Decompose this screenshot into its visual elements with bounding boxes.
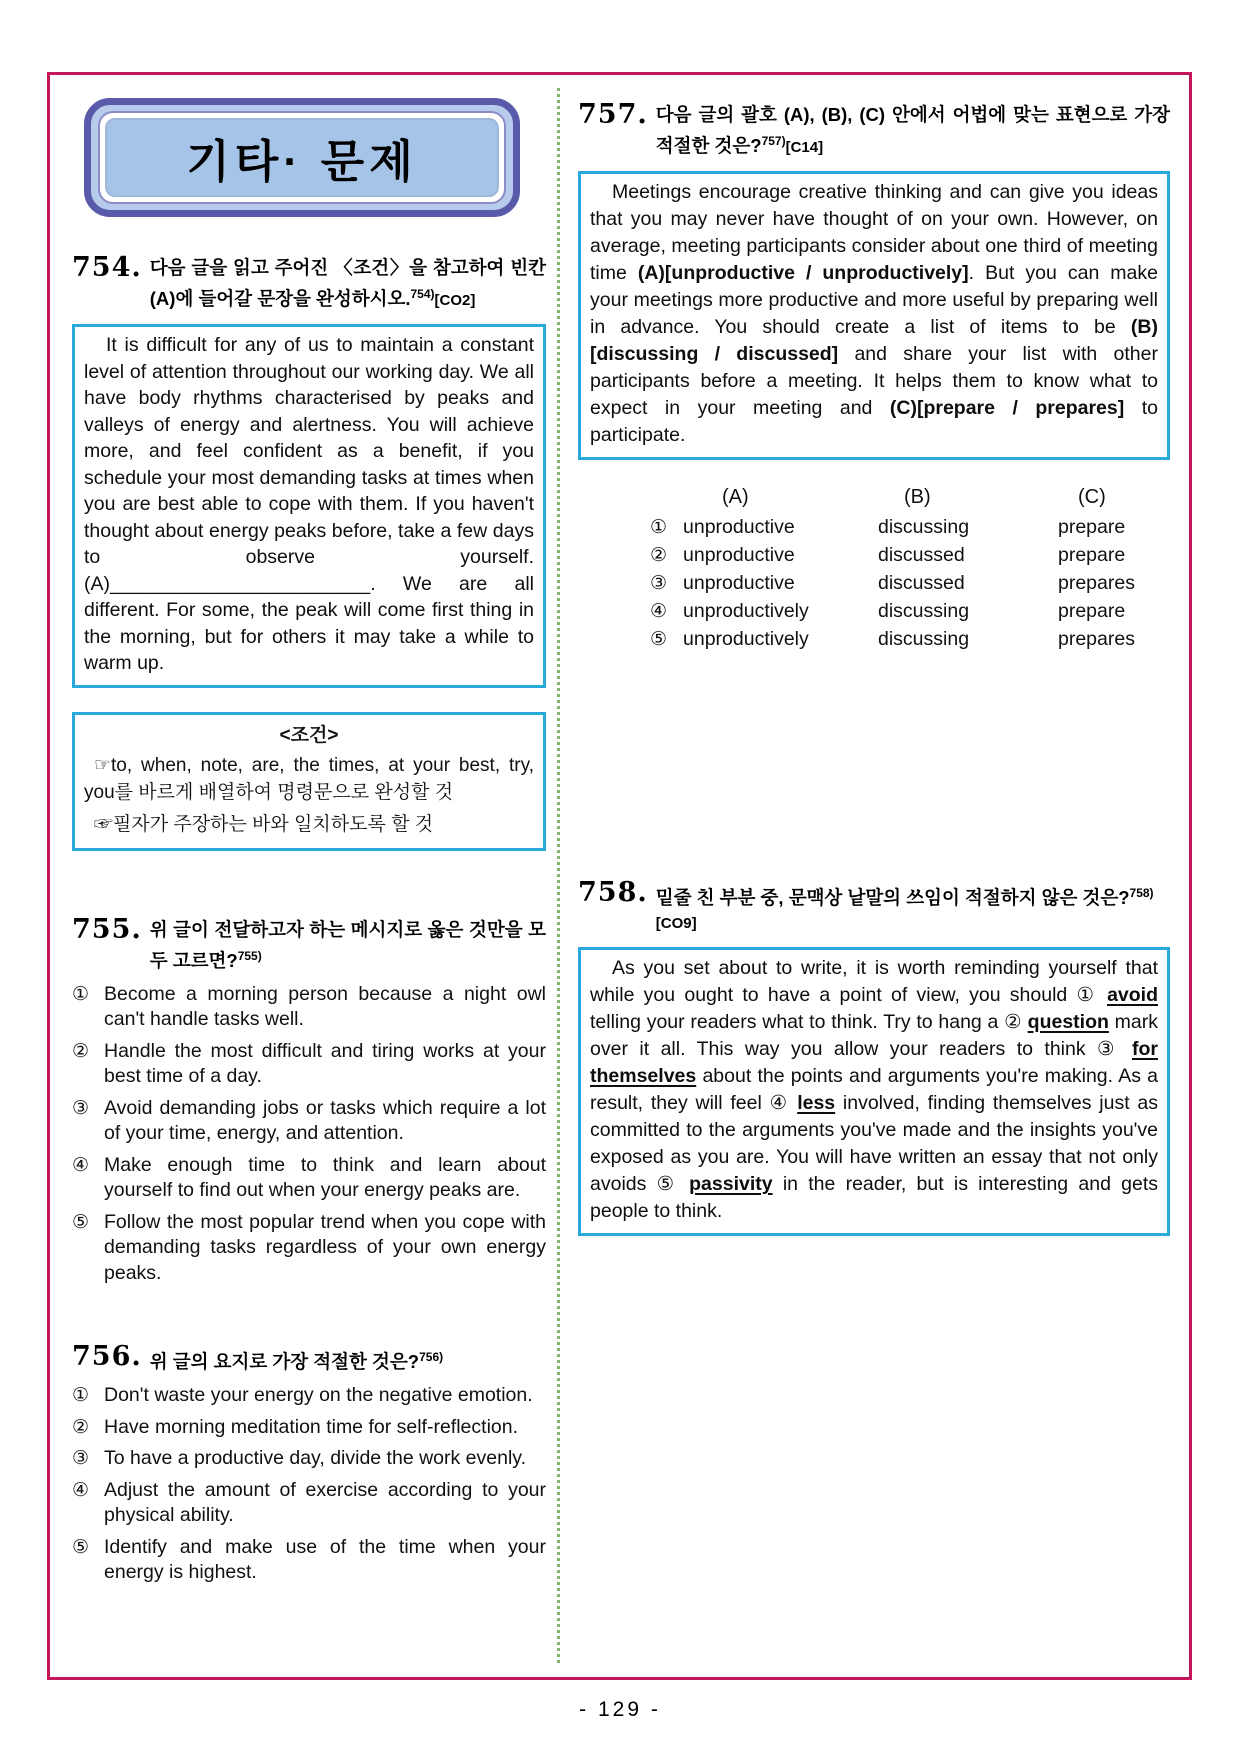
footnote-ref: 757) [761, 134, 786, 148]
option-text: Follow the most popular trend when you cope with demanding tasks regardless of your own energy peaks. [104, 1210, 546, 1284]
option-1 [72, 982, 546, 1033]
cell-c: prepare [1058, 516, 1126, 539]
option-marker: ① [72, 983, 90, 1005]
cell-c: prepares [1058, 572, 1135, 595]
cell-c: prepares [1058, 628, 1135, 651]
column-header-a: (A) [722, 486, 749, 509]
cell-c: prepare [1058, 600, 1126, 623]
condition-box [72, 712, 546, 851]
prompt-text: 위 글이 전달하고자 하는 메시지로 옳은 것만을 모두 고르면? [149, 918, 546, 971]
option-1 [72, 1383, 546, 1409]
prompt-text: 위 글의 요지로 가장 적절한 것은? [149, 1351, 420, 1373]
option-4 [72, 1478, 546, 1529]
source-code: [CO9] [655, 915, 697, 933]
option-3 [72, 1096, 546, 1147]
option-text: Make enough time to think and learn about yourself to find out when your energy peaks are. [104, 1153, 546, 1202]
question-758 [578, 877, 1170, 1236]
table-row [650, 599, 1170, 624]
question-756-prompt-row [72, 1341, 546, 1375]
option-marker: ② [72, 1416, 90, 1438]
question-755 [72, 913, 546, 1287]
question-754 [72, 252, 546, 851]
right-column [578, 72, 1170, 1236]
cell-c: prepare [1058, 544, 1126, 567]
cell-b: discussed [878, 572, 965, 595]
prompt-text: 밑줄 친 부분 중, 문맥상 낱말의 쓰임이 적절하지 않은 것은? [655, 887, 1130, 909]
question-758-number: 758. [578, 877, 648, 909]
source-code: [CO2] [434, 292, 476, 310]
option-text: Become a morning person because a night owl can't handle tasks well. [104, 982, 546, 1031]
condition-title: <조건> [279, 724, 339, 746]
question-756-number: 756. [72, 1341, 142, 1373]
option-text: Adjust the amount of exercise according to your physical ability. [104, 1478, 546, 1527]
question-757 [578, 99, 1170, 652]
cell-a: unproductive [683, 516, 795, 539]
option-5 [72, 1210, 546, 1287]
passage-text: Meetings encourage creative thinking and can give you ideas that you may never have thought of on your own. However, on average, meeting participants consider about one third of meeting time (A)[unproductive / unproductively]. But you can make your meetings more productive and more useful by preparing well in advance. You should create a list of items to be (B)[discussing / discussed] and share your list with other participants before a meeting. It helps them to know what to expect in your meeting and (C)[prepare / prepares] to participate. [590, 181, 1158, 447]
question-757-prompt-row [578, 99, 1170, 161]
prompt-text: 다음 글의 괄호 (A), (B), (C) 안에서 어법에 맞는 표현으로 가장 적절한 것은? [655, 104, 1170, 157]
option-text: To have a productive day, divide the work evenly. [104, 1447, 527, 1470]
source-code: [C14] [785, 139, 824, 157]
option-4 [72, 1153, 546, 1204]
question-754-number: 754. [72, 252, 142, 283]
option-marker: ③ [72, 1448, 90, 1470]
table-row [650, 571, 1170, 596]
answer-table [650, 482, 1170, 652]
option-marker: ⑤ [72, 1536, 90, 1558]
option-text: Have morning meditation time for self-reflection. [104, 1415, 519, 1438]
question-756-prompt [150, 1344, 546, 1375]
question-754-passage-box [72, 324, 546, 688]
option-text: Identify and make use of the time when your energy is highest. [104, 1535, 546, 1584]
option-marker: ④ [72, 1479, 90, 1501]
question-756 [72, 1341, 546, 1586]
column-header-b: (B) [904, 486, 931, 509]
question-757-number: 757. [578, 99, 648, 130]
passage-text: It is difficult for any of us to maintain a constant level of attention throughout our working day. We all have body rhythms characterised by peaks and valleys of energy and alertness. You will achieve more, and feel confident as a benefit, if you schedule your most demanding tasks at times when you are best able to cope with them. If you haven't thought about energy peaks before, take a few days to observe yourself. (A)________________________. We are all different. For some, the peak will come first thing in the morning, but for others it may take a while to warm up. [84, 334, 534, 675]
footnote-ref: 756) [419, 1350, 444, 1365]
section-title-box [84, 98, 520, 217]
option-marker: ① [650, 517, 668, 539]
footnote-ref: 754) [410, 287, 435, 301]
question-757-prompt [656, 102, 1170, 161]
option-text: Don't waste your energy on the negative emotion. [104, 1384, 533, 1407]
option-3 [72, 1446, 546, 1472]
option-2 [72, 1415, 546, 1441]
table-row [650, 627, 1170, 652]
cell-b: discussing [878, 516, 970, 539]
option-2 [72, 1039, 546, 1090]
page-number: - 129 - [579, 1698, 661, 1721]
section-title-ring [98, 111, 506, 204]
option-marker: ③ [72, 1097, 90, 1119]
cell-a: unproductive [683, 544, 795, 567]
condition-line: ☞필자가 주장하는 바와 일치하도록 할 것 [94, 813, 434, 835]
question-755-options [72, 982, 546, 1287]
section-title: 기타· 문제 [105, 118, 499, 197]
column-divider [557, 88, 560, 1663]
option-marker: ⑤ [650, 629, 668, 651]
option-marker: ④ [72, 1154, 90, 1176]
cell-a: unproductive [683, 572, 795, 595]
cell-a: unproductively [683, 600, 809, 623]
question-755-prompt [150, 917, 546, 974]
option-marker: ④ [650, 601, 668, 623]
option-marker: ② [650, 545, 668, 567]
table-row [650, 543, 1170, 568]
option-marker: ② [72, 1040, 90, 1062]
table-row [650, 515, 1170, 540]
option-marker: ③ [650, 573, 668, 595]
left-column [72, 72, 546, 1586]
question-758-prompt-row [578, 877, 1170, 937]
question-754-prompt-row [72, 252, 546, 314]
question-755-number: 755. [72, 913, 142, 945]
footnote-ref: 755) [237, 948, 262, 963]
column-header-c: (C) [1078, 486, 1106, 509]
passage-text: As you set about to write, it is worth reminding yourself that while you ought to have a point of view, you should ① avoid telling your readers what to think. Try to hang a ② question mark over it all. This way you allow your readers to think ③ for themselves about the points and arguments you're making. As a result, they will feel ④ less involved, finding themselves just as committed to the arguments you've made and the insights you've exposed as you are. You will have written an essay that not only avoids ⑤ passivity in the reader, but is interesting and gets people to think. [590, 957, 1159, 1223]
prompt-text: 다음 글을 읽고 주어진 〈조건〉을 참고하여 빈칸 (A)에 들어갈 문장을 완성하시오. [149, 257, 546, 310]
question-755-prompt-row [72, 913, 546, 974]
footnote-ref: 758) [1129, 886, 1154, 901]
condition-line: ☞to, when, note, are, the times, at your best, try, you를 바르게 배열하여 명령문으로 완성할 것 [84, 754, 534, 803]
option-marker: ⑤ [72, 1211, 90, 1233]
option-marker: ① [72, 1385, 90, 1407]
cell-b: discussing [878, 600, 970, 623]
option-text: Handle the most difficult and tiring works at your best time of a day. [104, 1039, 546, 1088]
question-758-prompt [656, 880, 1170, 937]
cell-b: discussing [878, 628, 970, 651]
answer-table-header [650, 482, 1170, 512]
question-756-options [72, 1383, 546, 1586]
question-757-passage-box [578, 171, 1170, 460]
question-754-prompt [150, 255, 546, 314]
cell-b: discussed [878, 544, 965, 567]
option-5 [72, 1535, 546, 1586]
option-text: Avoid demanding jobs or tasks which require a lot of your time, energy, and attention. [104, 1096, 546, 1145]
question-758-passage-box [578, 947, 1170, 1236]
cell-a: unproductively [683, 628, 809, 651]
